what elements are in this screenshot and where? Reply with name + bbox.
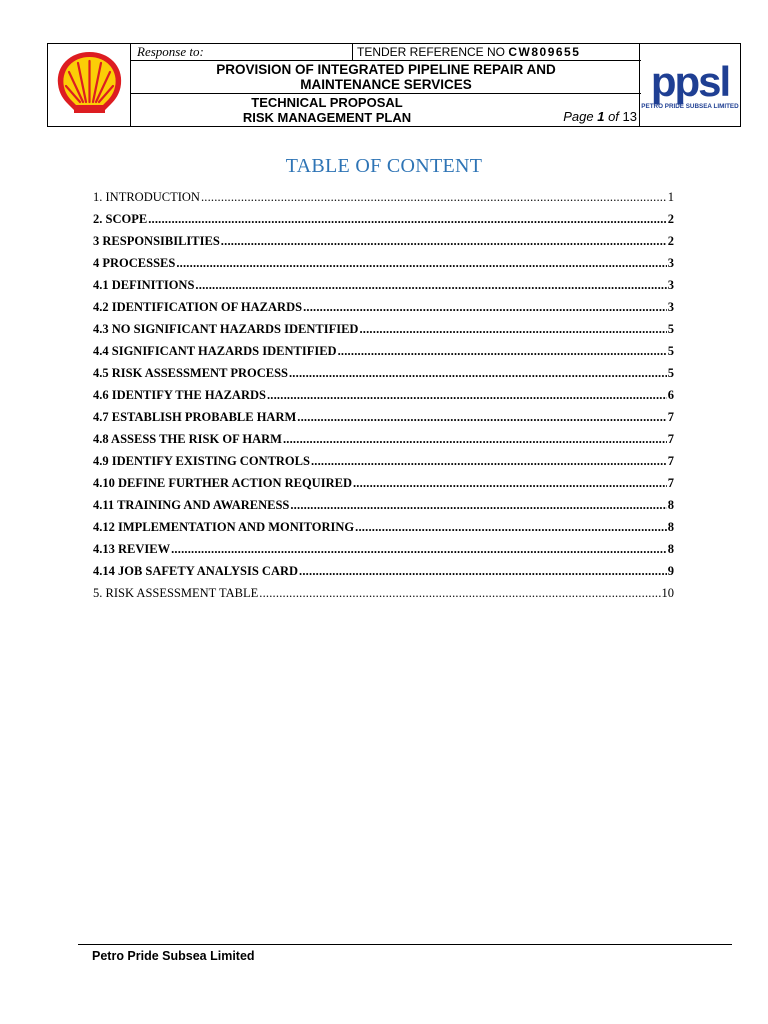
page-of: of xyxy=(608,109,619,124)
ppsl-logo-cell xyxy=(639,44,740,126)
toc-leader-dots xyxy=(290,494,666,516)
toc-leader-dots xyxy=(148,208,667,230)
ppsl-logo-caption: PETRO PRIDE SUBSEA LIMITED xyxy=(641,103,739,110)
toc-entry[interactable] xyxy=(93,538,674,560)
toc-entry-page: 3 xyxy=(667,300,674,314)
header-row-document xyxy=(131,95,641,126)
page-current: 1 xyxy=(597,109,605,124)
toc-entry-label: 4.13 REVIEW xyxy=(93,542,171,556)
toc-entry-page: 5 xyxy=(667,344,674,358)
toc-entry-page: 8 xyxy=(667,542,674,556)
toc-title: TABLE OF CONTENT xyxy=(285,155,483,177)
project-title-line2: MAINTENANCE SERVICES xyxy=(300,77,472,92)
project-title xyxy=(131,61,641,94)
toc-entry[interactable] xyxy=(93,384,674,406)
toc-entry-label: 1. INTRODUCTION xyxy=(93,190,200,204)
toc-entry-label: 4.4 SIGNIFICANT HAZARDS IDENTIFIED xyxy=(93,344,337,358)
toc-entry-label: 5. RISK ASSESSMENT TABLE xyxy=(93,586,259,600)
toc-leader-dots xyxy=(201,186,667,208)
toc-entry[interactable] xyxy=(93,582,674,604)
toc-entry[interactable] xyxy=(93,252,674,274)
toc-entry[interactable] xyxy=(93,318,674,340)
tender-label: TENDER REFERENCE NO xyxy=(357,45,506,59)
toc-leader-dots xyxy=(355,516,667,538)
toc-entry-label: 4.1 DEFINITIONS xyxy=(93,278,195,292)
document-title-line2: RISK MANAGEMENT PLAN xyxy=(242,110,412,125)
toc-entry[interactable] xyxy=(93,296,674,318)
page-indicator xyxy=(563,109,637,125)
toc-entry-page: 7 xyxy=(667,454,674,468)
toc-leader-dots xyxy=(353,472,667,494)
toc-leader-dots xyxy=(299,560,667,582)
toc-entry-label: 4.8 ASSESS THE RISK OF HARM xyxy=(93,432,282,446)
toc-entry[interactable] xyxy=(93,494,674,516)
footer-divider xyxy=(78,944,732,945)
page-word: Page xyxy=(563,109,594,124)
toc-leader-dots xyxy=(267,384,667,406)
toc-leader-dots xyxy=(359,318,666,340)
shell-logo-cell xyxy=(48,44,131,126)
document-title xyxy=(131,95,523,125)
shell-logo-icon xyxy=(48,44,131,126)
toc-entry[interactable] xyxy=(93,340,674,362)
toc-entry[interactable] xyxy=(93,362,674,384)
toc-entry[interactable] xyxy=(93,230,674,252)
toc-entry-page: 5 xyxy=(667,322,674,336)
response-to-label: Response to: xyxy=(131,44,353,60)
toc-leader-dots xyxy=(303,296,667,318)
toc-entry-page: 2 xyxy=(667,234,674,248)
toc-entry[interactable] xyxy=(93,516,674,538)
tender-number: CW809655 xyxy=(508,45,581,59)
toc-entry-label: 4.6 IDENTIFY THE HAZARDS xyxy=(93,388,266,402)
document-header xyxy=(47,43,741,127)
toc-entry[interactable] xyxy=(93,186,674,208)
toc-entry-label: 4.5 RISK ASSESSMENT PROCESS xyxy=(93,366,288,380)
project-title-line1: PROVISION OF INTEGRATED PIPELINE REPAIR AND xyxy=(216,62,556,77)
toc-leader-dots xyxy=(171,538,667,560)
toc-leader-dots xyxy=(259,582,660,604)
tender-reference xyxy=(353,44,641,60)
header-row-reference xyxy=(131,44,641,61)
toc-entry[interactable] xyxy=(93,450,674,472)
toc-entry-page: 6 xyxy=(667,388,674,402)
table-of-contents xyxy=(93,186,674,604)
toc-leader-dots xyxy=(195,274,666,296)
toc-entry-label: 4 PROCESSES xyxy=(93,256,176,270)
toc-leader-dots xyxy=(176,252,666,274)
toc-entry-page: 9 xyxy=(667,564,674,578)
toc-entry[interactable] xyxy=(93,208,674,230)
toc-leader-dots xyxy=(289,362,667,384)
footer-company: Petro Pride Subsea Limited xyxy=(92,949,255,963)
toc-entry[interactable] xyxy=(93,560,674,582)
toc-entry-label: 4.3 NO SIGNIFICANT HAZARDS IDENTIFIED xyxy=(93,322,359,336)
toc-entry-label: 4.14 JOB SAFETY ANALYSIS CARD xyxy=(93,564,299,578)
toc-leader-dots xyxy=(338,340,667,362)
ppsl-logo-icon xyxy=(640,44,741,126)
toc-entry-page: 3 xyxy=(667,278,674,292)
toc-entry-page: 10 xyxy=(661,586,674,600)
toc-entry[interactable] xyxy=(93,472,674,494)
toc-entry-page: 3 xyxy=(667,256,674,270)
toc-entry-page: 7 xyxy=(667,410,674,424)
toc-entry-page: 8 xyxy=(667,498,674,512)
toc-leader-dots xyxy=(283,428,667,450)
page-total: 13 xyxy=(622,109,637,124)
toc-entry-page: 5 xyxy=(667,366,674,380)
toc-entry-page: 2 xyxy=(667,212,674,226)
toc-leader-dots xyxy=(311,450,667,472)
toc-entry-label: 4.10 DEFINE FURTHER ACTION REQUIRED xyxy=(93,476,352,490)
toc-entry-label: 4.7 ESTABLISH PROBABLE HARM xyxy=(93,410,297,424)
toc-entry[interactable] xyxy=(93,428,674,450)
toc-entry-page: 7 xyxy=(667,432,674,446)
toc-leader-dots xyxy=(221,230,667,252)
toc-entry-page: 1 xyxy=(667,190,674,204)
toc-entry-label: 4.9 IDENTIFY EXISTING CONTROLS xyxy=(93,454,310,468)
toc-entry-label: 4.2 IDENTIFICATION OF HAZARDS xyxy=(93,300,303,314)
toc-entry-label: 4.11 TRAINING AND AWARENESS xyxy=(93,498,290,512)
toc-entry[interactable] xyxy=(93,274,674,296)
toc-entry-label: 2. SCOPE xyxy=(93,212,148,226)
toc-entry[interactable] xyxy=(93,406,674,428)
toc-entry-page: 8 xyxy=(667,520,674,534)
ppsl-logo-text: ppsl xyxy=(650,58,730,105)
toc-entry-label: 3 RESPONSIBILITIES xyxy=(93,234,220,248)
document-title-line1: TECHNICAL PROPOSAL xyxy=(251,95,403,110)
toc-leader-dots xyxy=(297,406,666,428)
toc-entry-page: 7 xyxy=(667,476,674,490)
toc-entry-label: 4.12 IMPLEMENTATION AND MONITORING xyxy=(93,520,355,534)
header-middle xyxy=(131,44,641,126)
